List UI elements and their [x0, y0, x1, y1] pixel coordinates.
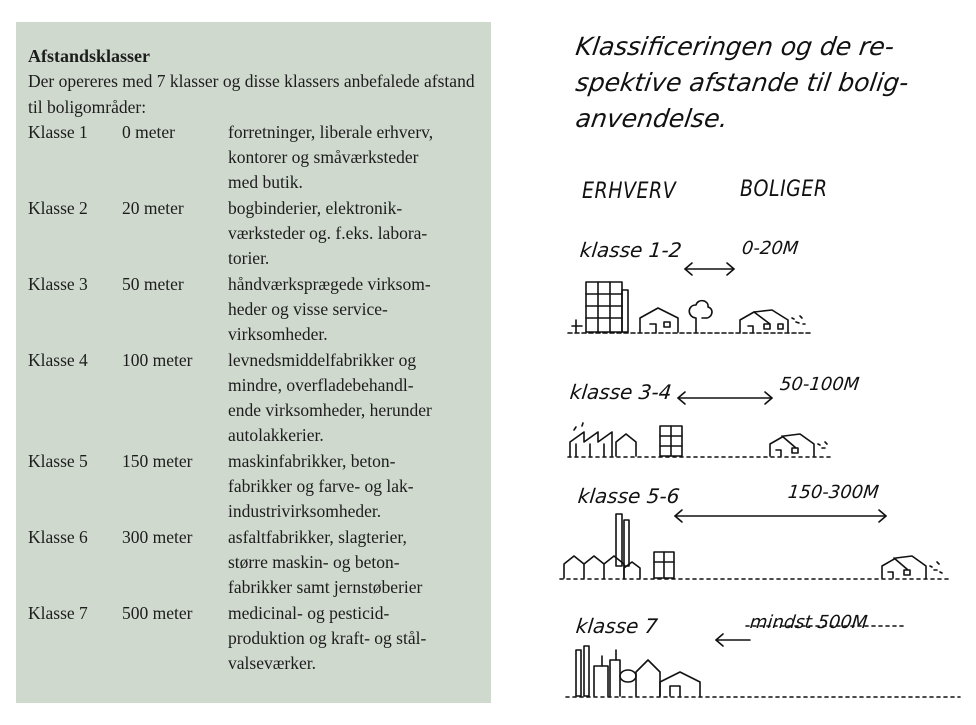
residential-house-icon: [740, 310, 805, 332]
column-label-erhverv: ERHVERV: [582, 178, 677, 204]
factory-chimney-icon: [564, 514, 674, 578]
klasse-description: håndværksprægede virksom- heder og visse service- virksomheder.: [228, 273, 431, 345]
residential-house-icon: [882, 556, 942, 578]
klasse-distance: 0 meter: [122, 121, 175, 142]
residential-house-icon: [770, 434, 827, 456]
afstandsklasser-panel: [16, 22, 491, 703]
klasse-row: [28, 272, 491, 348]
klasse-row: [28, 601, 491, 677]
klasse-name: Klasse 2: [28, 197, 88, 218]
klasse-name: Klasse 5: [28, 450, 88, 471]
klasse-name: Klasse 6: [28, 526, 88, 547]
klasse-distance: 100 meter: [122, 349, 193, 370]
sketch-row-label: klasse 3-4: [568, 380, 673, 404]
sketch-heading-line: anvendelse.: [573, 104, 730, 133]
sketch-heading-line: spektive afstande til bolig-: [573, 68, 911, 97]
klasse-distance: 20 meter: [122, 197, 184, 218]
sketch-row-distance: mindst 500M: [748, 612, 869, 633]
sketch-row-label: klasse 1-2: [578, 238, 683, 262]
panel-title: Afstandsklasser: [28, 46, 151, 66]
klasse-description: levnedsmiddelfabrikker og mindre, overfladebehandl- ende virksomheder, herunder autolakkerier.: [228, 349, 432, 446]
klasse-row: [28, 348, 491, 449]
sketch-row-label: klasse 7: [574, 614, 659, 638]
sketch-row-distance: 50-100M: [778, 374, 861, 395]
klasse-row: [28, 449, 491, 525]
sketch-row-distance: 0-20M: [740, 238, 800, 259]
klasse-description: bogbinderier, elektronik- værksteder og. f.eks. labora- torier.: [228, 197, 428, 269]
panel-intro: Der opereres med 7 klasser og disse klassers anbefalede afstand til boligområder:: [28, 71, 475, 117]
klasse-distance: 300 meter: [122, 526, 193, 547]
distance-arrow: [678, 392, 772, 404]
klasse-distance: 150 meter: [122, 450, 193, 471]
klasse-description: maskinfabrikker, beton- fabrikker og farve- og lak- industrivirksomheder.: [228, 450, 414, 522]
distance-arrow: [685, 263, 734, 275]
tree-icon: [689, 301, 712, 332]
klasse-name: Klasse 1: [28, 121, 88, 142]
klasse-name: Klasse 4: [28, 349, 88, 370]
distance-arrow: [675, 510, 886, 522]
klasse-name: Klasse 3: [28, 273, 88, 294]
klasse-row: [28, 525, 491, 601]
sketch-row-label: klasse 5-6: [576, 484, 681, 508]
klasse-name: Klasse 7: [28, 602, 88, 623]
steelworks-icon: [576, 646, 700, 696]
workshop-house-icon: [640, 308, 678, 332]
klasse-distance: 50 meter: [122, 273, 184, 294]
klasse-description: forretninger, liberale erhverv, kontorer og småværksteder med butik.: [228, 121, 434, 193]
klasse-distance: 500 meter: [122, 602, 193, 623]
sketch-row-distance: 150-300M: [786, 482, 880, 503]
distance-sketch: [520, 0, 976, 725]
klasse-row: [28, 120, 491, 196]
sketch-heading-line: Klassificeringen og de re-: [573, 32, 897, 61]
klasse-row: [28, 196, 491, 272]
factory-sawtooth-icon: [570, 423, 636, 456]
scaffold-tower-icon: [660, 426, 682, 456]
column-label-boliger: BOLIGER: [740, 176, 828, 202]
office-building-icon: [572, 282, 628, 332]
klasse-description: asfaltfabrikker, slagterier, større maskin- og beton- fabrikker samt jernstøberier: [228, 526, 423, 598]
klasse-description: medicinal- og pesticid- produktion og kraft- og stål- valseværker.: [228, 602, 427, 674]
